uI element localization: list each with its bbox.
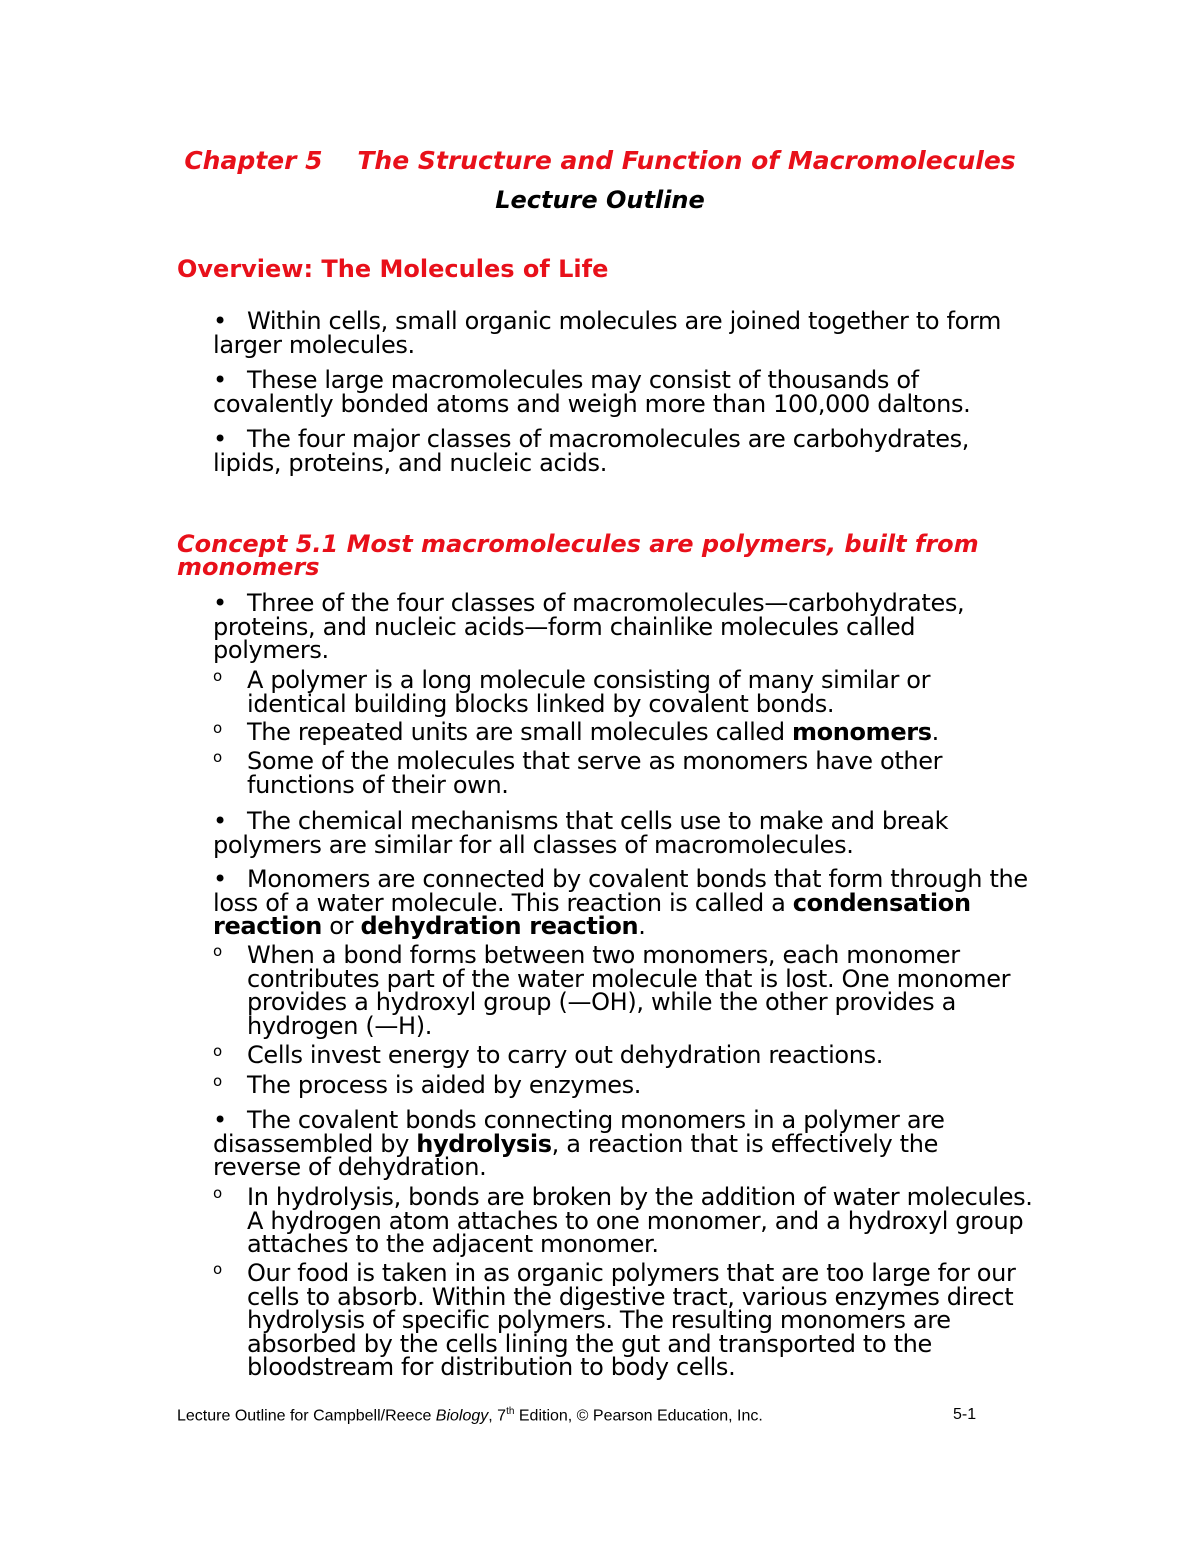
page-footer: Lecture Outline for Campbell/Reece Biology, 7th Edition, © Pearson Education, Inc. xyxy=(177,1406,763,1425)
overview-heading: Overview: The Molecules of Life xyxy=(177,255,609,283)
term-hydrolysis: hydrolysis xyxy=(416,1129,552,1158)
bullet-icon: • xyxy=(213,307,227,335)
concept-bullet-3: • Monomers are connected by covalent bonds that form through the loss of a water molecule. This reaction is called a condensation reaction or dehydration reaction. xyxy=(213,865,1028,940)
bullet-icon: • xyxy=(213,366,227,394)
sub-bullet-icon: o xyxy=(213,942,222,960)
overview-bullet-3: • The four major classes of macromolecules are carbohydrates, lipids, proteins, and nucleic acids. xyxy=(213,425,970,477)
bullet-icon: • xyxy=(213,589,227,617)
concept-sub-item: o The process is aided by enzymes. xyxy=(213,1071,642,1099)
sub-bullet-icon: o xyxy=(213,719,222,737)
chapter-title: Chapter 5 The Structure and Function of Macromolecules xyxy=(184,146,1016,175)
term-monomers: monomers xyxy=(791,718,932,746)
sub-bullet-icon: o xyxy=(213,1042,222,1060)
bullet-icon: • xyxy=(213,1106,227,1134)
sub-bullet-icon: o xyxy=(213,748,222,766)
page-number: 5-1 xyxy=(953,1406,977,1423)
concept-bullet-1: • Three of the four classes of macromolecules—carbohydrates, proteins, and nucleic acids—form chainlike molecules called polymers. xyxy=(213,589,965,664)
overview-bullet-1: • Within cells, small organic molecules are joined together to form larger molecules. xyxy=(213,307,1002,359)
book-title: Biology xyxy=(435,1407,489,1425)
term-condensation-reaction: condensation reaction xyxy=(213,888,971,940)
lecture-outline-subtitle: Lecture Outline xyxy=(495,186,705,214)
concept-heading: Concept 5.1 Most macromolecules are polymers, built from monomers xyxy=(177,530,979,581)
bullet-icon: • xyxy=(213,807,227,835)
bullet-icon: • xyxy=(213,865,227,893)
concept-sub-item: o When a bond forms between two monomers, each monomer contributes part of the water molecule that is lost. One monomer provides a hydroxyl group (—OH), while the other provides a hydrogen (—H). xyxy=(213,941,1011,1040)
sub-bullet-icon: o xyxy=(213,1260,222,1278)
sub-bullet-icon: o xyxy=(213,1184,222,1202)
concept-sub-item: o Our food is taken in as organic polymers that are too large for our cells to absorb. Within the digestive tract, various enzymes direct hydrolysis of specific polymers. The resulting monomers are absorbed by the cells lining the gut and transported to the bloodstream for distribution to body cells. xyxy=(213,1259,1016,1381)
term-dehydration-reaction: dehydration reaction xyxy=(360,912,639,940)
concept-bullet-4: • The covalent bonds connecting monomers in a polymer are disassembled by hydrolysis, a reaction that is effectively the reverse of dehydration. xyxy=(213,1106,945,1181)
sub-bullet-icon: o xyxy=(213,667,222,685)
sub-bullet-icon: o xyxy=(213,1072,222,1090)
bullet-icon: • xyxy=(213,425,227,453)
concept-sub-item: o Cells invest energy to carry out dehydration reactions. xyxy=(213,1041,884,1069)
concept-sub-item: o The repeated units are small molecules called monomers. xyxy=(213,718,939,746)
concept-sub-item: o A polymer is a long molecule consisting of many similar or identical building blocks linked by covalent bonds. xyxy=(213,666,931,718)
concept-sub-item: o In hydrolysis, bonds are broken by the addition of water molecules. A hydrogen atom attaches to one monomer, and a hydroxyl group attaches to the adjacent monomer. xyxy=(213,1183,1033,1258)
overview-bullet-2: • These large macromolecules may consist of thousands of covalently bonded atoms and weigh more than 100,000 daltons. xyxy=(213,366,971,418)
concept-bullet-2: • The chemical mechanisms that cells use to make and break polymers are similar for all classes of macromolecules. xyxy=(213,807,949,859)
concept-sub-item: o Some of the molecules that serve as monomers have other functions of their own. xyxy=(213,747,943,799)
